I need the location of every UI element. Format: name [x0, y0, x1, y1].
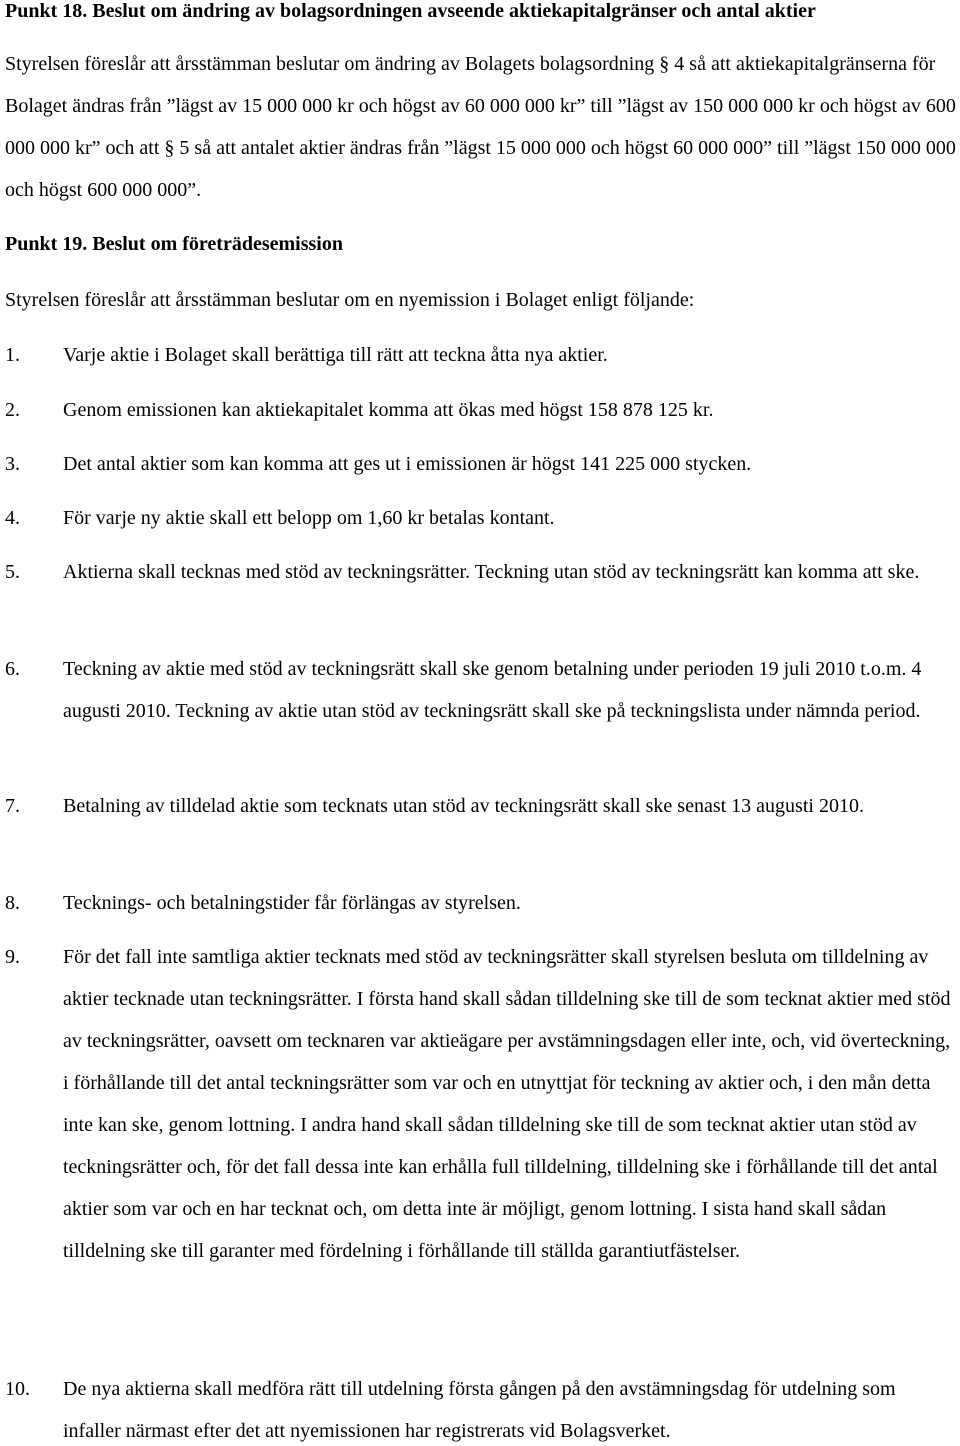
punkt19-heading: Punkt 19. Beslut om företrädesemission [5, 233, 343, 255]
list-item-text: Teckning av aktie med stöd av teckningsrätt skall ske genom betalning under perioden 19 juli 2010 t.o.m. 4 augusti 2010. Teckning av aktie utan stöd av teckningsrätt skall ske på teckningslista under nämnda period. [63, 658, 922, 722]
list-item-number: 7. [5, 795, 20, 817]
list-item [5, 389, 958, 431]
list-item [5, 497, 958, 539]
list-item-number: 10. [5, 1378, 30, 1400]
list-item-number: 2. [5, 399, 20, 421]
list-item-number: 6. [5, 658, 20, 680]
list-item-text: Tecknings- och betalningstider får förlängas av styrelsen. [63, 892, 521, 914]
list-item-text: För varje ny aktie skall ett belopp om 1,60 kr betalas kontant. [63, 507, 555, 529]
list-item-number: 1. [5, 344, 20, 366]
list-item [5, 551, 958, 593]
list-item-number: 9. [5, 946, 20, 968]
list-item-text: De nya aktierna skall medföra rätt till utdelning första gången på den avstämningsdag för utdelning som infaller närmast efter det att nyemissionen har registrerats vid Bolagsverket. [63, 1378, 896, 1442]
list-item [5, 1368, 958, 1446]
list-item [5, 936, 958, 1272]
list-item [5, 648, 958, 732]
list-item-number: 3. [5, 453, 20, 475]
list-item [5, 882, 958, 924]
list-item-number: 5. [5, 561, 20, 583]
list-item-text: För det fall inte samtliga aktier tecknats med stöd av teckningsrätter skall styrelsen besluta om tilldelning av aktier tecknade utan teckningsrätter. I första hand skall sådan tilldelning ske till de som tecknat aktier med stöd av teckningsrätter, oavsett om tecknaren var aktieägare per avstämningsdagen eller inte, och, vid överteckning, i förhållande till det antal teckningsrätter som var och en utnyttjat för teckning av aktier och, i den mån detta inte kan ske, genom lottning. I andra hand skall sådan tilldelning ske till de som tecknat aktier utan stöd av teckningsrätter och, för det fall dessa inte kan erhålla full tilldelning, tilldelning ske i förhållande till det antal aktier som var och en har tecknat och, om detta inte är möjligt, genom lottning. I sista hand skall sådan tilldelning ske till garanter med fördelning i förhållande till ställda garantiutfästelser. [63, 946, 951, 1262]
list-item [5, 785, 958, 827]
list-item-text: Varje aktie i Bolaget skall berättiga till rätt att teckna åtta nya aktier. [63, 344, 608, 366]
list-item [5, 334, 958, 376]
list-item-text: Aktierna skall tecknas med stöd av teckningsrätter. Teckning utan stöd av teckningsrätt kan komma att ske. [63, 561, 920, 583]
punkt19-intro: Styrelsen föreslår att årsstämman beslutar om en nyemission i Bolaget enligt följande: [5, 289, 695, 311]
list-item-text: Det antal aktier som kan komma att ges ut i emissionen är högst 141 225 000 stycken. [63, 453, 752, 475]
punkt18-body: Styrelsen föreslår att årsstämman beslutar om ändring av Bolagets bolagsordning § 4 så att aktiekapitalgränserna för Bolaget ändras från ”lägst av 15 000 000 kr och högst av 60 000 000 kr” till ”lägst av 150 000 000 kr och högst av 600 000 000 kr” och att § 5 så att antalet aktier ändras från ”lägst 15 000 000 och högst 60 000 000” till ”lägst 150 000 000 och högst 600 000 000”. [5, 53, 956, 201]
list-item-text: Genom emissionen kan aktiekapitalet komma att ökas med högst 158 878 125 kr. [63, 399, 714, 421]
punkt18-heading: Punkt 18. Beslut om ändring av bolagsordningen avseende aktiekapitalgränser och antal aktier [5, 0, 816, 22]
list-item-number: 4. [5, 507, 20, 529]
list-item-number: 8. [5, 892, 20, 914]
list-item-text: Betalning av tilldelad aktie som tecknats utan stöd av teckningsrätt skall ske senast 13 augusti 2010. [63, 795, 864, 817]
list-item [5, 443, 958, 485]
